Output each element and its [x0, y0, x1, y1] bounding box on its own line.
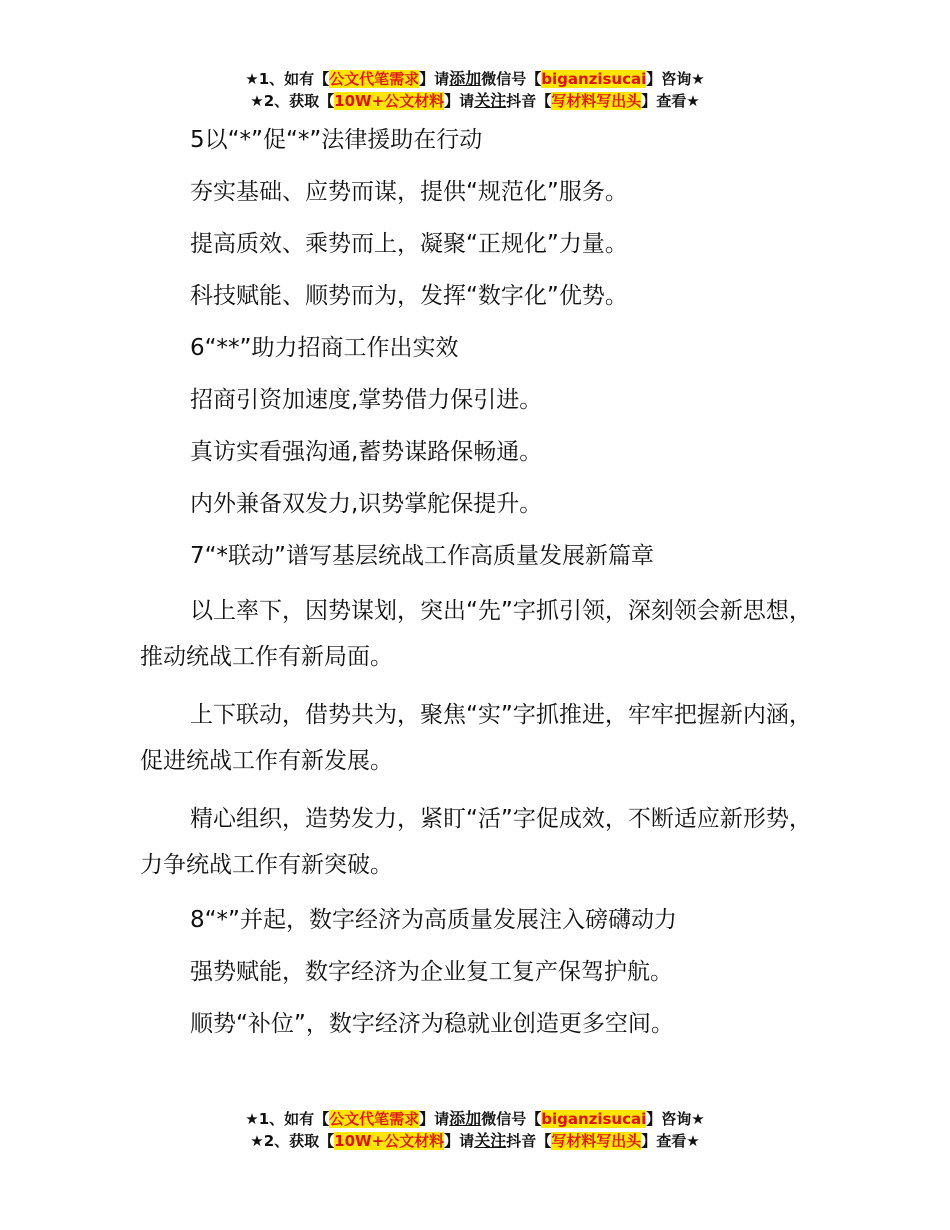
star-icon: ★: [245, 1110, 259, 1128]
banner-text: 】请: [444, 92, 475, 110]
star-icon: ★: [250, 92, 264, 110]
paragraph: 精心组织，造势发力，紧盯“活”字促成效，不断适应新形势，力争统战工作有新突破。: [140, 806, 812, 878]
star-icon: ★: [250, 1132, 264, 1150]
section-heading-5: 5以“*”促“*”法律援助在行动: [190, 127, 483, 153]
star-icon: ★: [691, 70, 705, 88]
highlight-wechat-id: biganzisucai: [541, 70, 647, 88]
highlight-service: 公文代笔需求: [329, 1110, 420, 1128]
paragraph: 招商引资加速度,掌势借力保引进。: [190, 387, 543, 413]
banner-underline: 添加: [449, 1109, 482, 1128]
paragraph: 夯实基础、应势而谋，提供“规范化”服务。: [190, 179, 628, 205]
paragraph: 提高质效、乘势而上，凝聚“正规化”力量。: [190, 231, 628, 257]
paragraph: 真访实看强沟通,蓄势谋路保畅通。: [190, 439, 543, 465]
highlight-wechat-id: biganzisucai: [541, 1110, 647, 1128]
star-icon: ★: [686, 92, 700, 110]
banner-text: 】查看: [641, 1132, 687, 1150]
highlight-douyin: 写材料写出头: [551, 92, 642, 110]
banner-text: 】咨询: [646, 1110, 692, 1128]
banner-text: 1、如有【: [258, 70, 330, 88]
paragraph: 上下联动，借势共为，聚焦“实”字抓推进，牢牢把握新内涵，促进统战工作有新发展。: [140, 702, 812, 774]
banner-line-1: [0, 1108, 950, 1130]
paragraph: 强势赋能，数字经济为企业复工复产保驾护航。: [190, 959, 673, 985]
banner-text: 微信号【: [481, 70, 542, 88]
star-icon: ★: [245, 70, 259, 88]
highlight-materials: 10W+公文材料: [334, 1132, 445, 1150]
paragraph: 顺势“补位”，数字经济为稳就业创造更多空间。: [190, 1011, 674, 1037]
banner-underline: 关注: [474, 91, 507, 110]
document-body: [140, 114, 816, 1050]
banner-text: 1、如有【: [258, 1110, 330, 1128]
banner-line-1: [0, 68, 950, 90]
section-heading-8: 8“*”并起，数字经济为高质量发展注入磅礴动力: [190, 907, 677, 933]
header-banner: [0, 68, 950, 112]
section-heading-7: 7“*联动”谱写基层统战工作高质量发展新篇章: [190, 543, 654, 569]
banner-text: 抖音【: [506, 1132, 552, 1150]
star-icon: ★: [691, 1110, 705, 1128]
paragraph: 科技赋能、顺势而为，发挥“数字化”优势。: [190, 283, 628, 309]
banner-text: 】咨询: [646, 70, 692, 88]
star-icon: ★: [686, 1132, 700, 1150]
banner-line-2: [0, 90, 950, 112]
banner-text: 】请: [419, 70, 450, 88]
banner-text: 2、获取【: [263, 1132, 335, 1150]
banner-text: 2、获取【: [263, 92, 335, 110]
highlight-service: 公文代笔需求: [329, 70, 420, 88]
banner-underline: 添加: [449, 69, 482, 88]
banner-underline: 关注: [474, 1131, 507, 1150]
footer-banner: [0, 1108, 950, 1152]
highlight-materials: 10W+公文材料: [334, 92, 445, 110]
banner-text: 】请: [444, 1132, 475, 1150]
paragraph: 内外兼备双发力,识势掌舵保提升。: [190, 491, 543, 517]
banner-text: 微信号【: [481, 1110, 542, 1128]
banner-line-2: [0, 1130, 950, 1152]
paragraph: 以上率下，因势谋划，突出“先”字抓引领，深刻领会新思想，推动统战工作有新局面。: [140, 598, 812, 670]
banner-text: 】查看: [641, 92, 687, 110]
section-heading-6: 6“**”助力招商工作出实效: [190, 335, 459, 361]
highlight-douyin: 写材料写出头: [551, 1132, 642, 1150]
banner-text: 抖音【: [506, 92, 552, 110]
banner-text: 】请: [419, 1110, 450, 1128]
